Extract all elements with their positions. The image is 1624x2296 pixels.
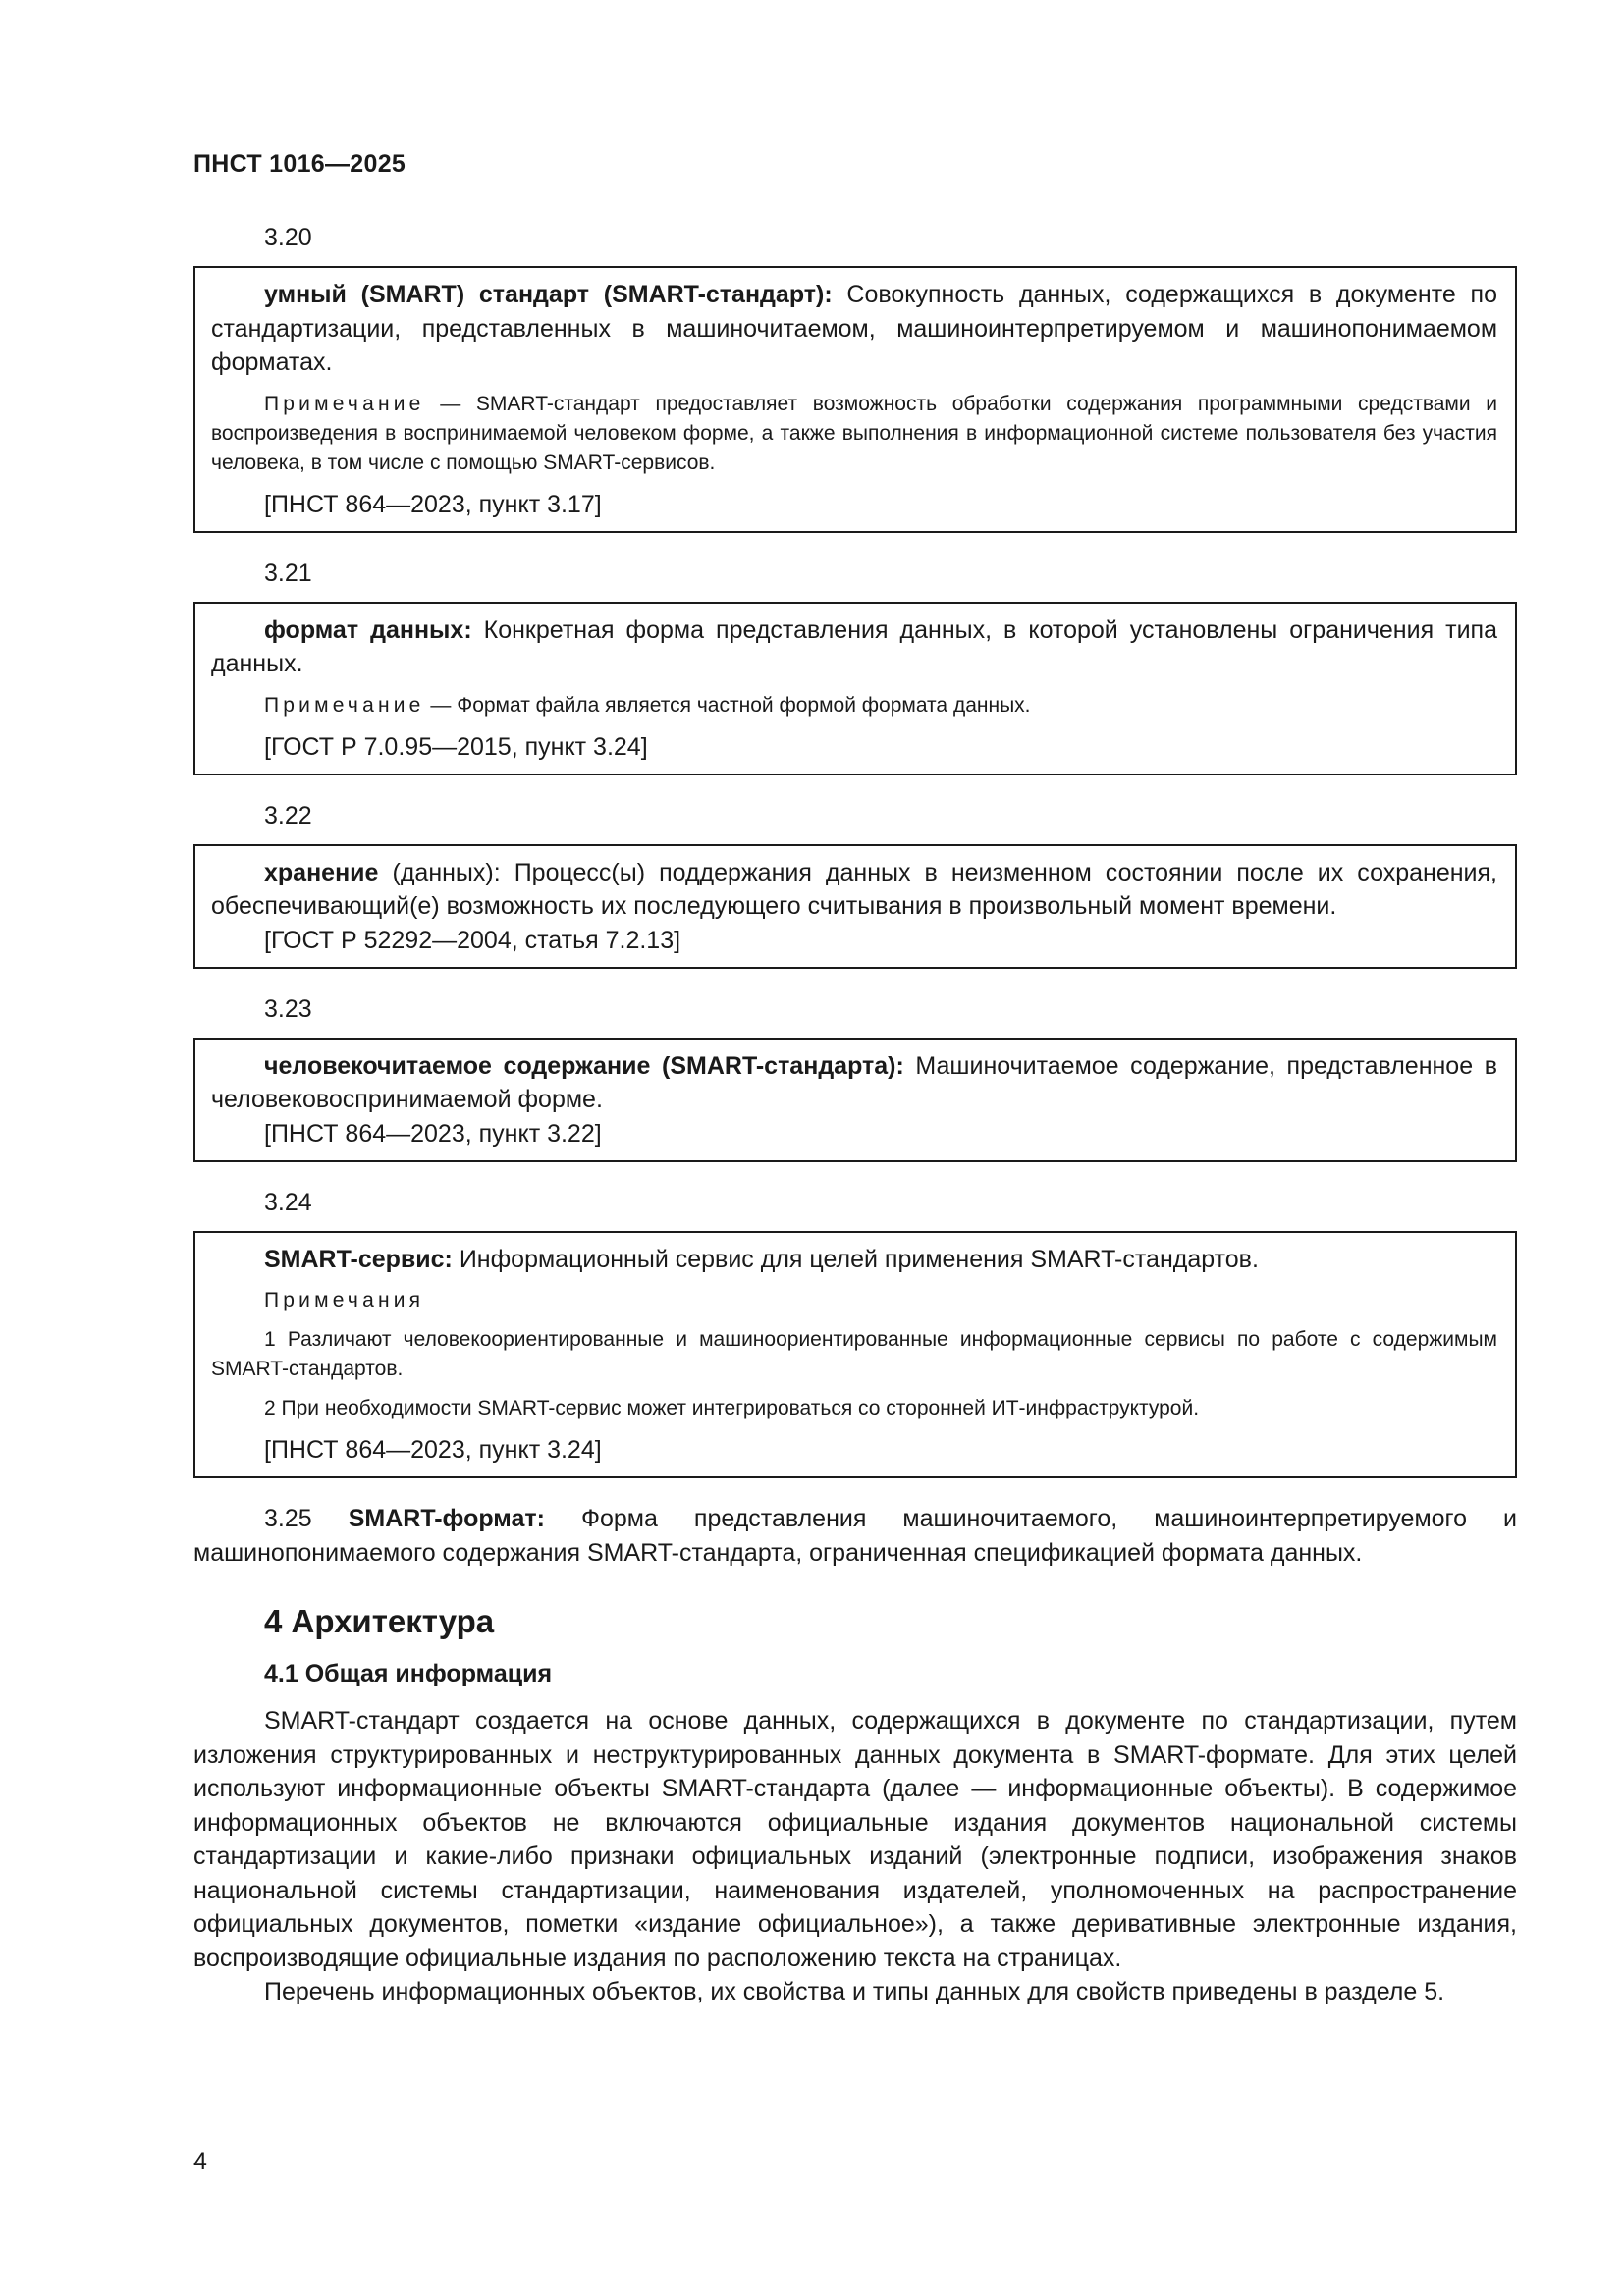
term-number: 3.22 bbox=[264, 801, 312, 829]
term-reference: [ПНСТ 864—2023, пункт 3.24] bbox=[264, 1436, 602, 1464]
term-definition bbox=[211, 1243, 1497, 1277]
term-name: хранение bbox=[264, 858, 379, 886]
term-name: SMART-формат: bbox=[348, 1505, 545, 1532]
term-definition bbox=[211, 278, 1497, 380]
term-box bbox=[193, 266, 1517, 533]
term-definition-text: Информационный сервис для целей применения SMART-стандартов. bbox=[452, 1245, 1259, 1273]
term-box bbox=[193, 1038, 1517, 1162]
note-text: — Формат файла является частной формой формата данных. bbox=[424, 693, 1031, 717]
notes-label: Примечания bbox=[264, 1289, 425, 1311]
term-name: человекочитаемое содержание (SMART-стандарта): bbox=[264, 1051, 904, 1080]
page-number: 4 bbox=[193, 2148, 207, 2175]
term-definition bbox=[211, 856, 1497, 924]
subsection-title: 4.1 Общая информация bbox=[264, 1660, 553, 1687]
term-number: 3.23 bbox=[264, 994, 312, 1023]
term-definition-text: Машиночитаемое содержание, представленное в человековоспринимаемой форме. bbox=[211, 1051, 1497, 1113]
term-name: формат данных: bbox=[264, 615, 472, 644]
term-note bbox=[211, 390, 1497, 478]
term-number: 3.24 bbox=[264, 1188, 312, 1216]
body-paragraph: Перечень информационных объектов, их свойства и типы данных для свойств приведены в разделе 5. bbox=[264, 1978, 1445, 2005]
term-box bbox=[193, 1231, 1517, 1479]
note-label: Примечание bbox=[264, 693, 425, 717]
term-reference: [ПНСТ 864—2023, пункт 3.17] bbox=[264, 490, 602, 518]
body-paragraph: SMART-стандарт создается на основе данных, содержащихся в документе по стандартизации, путем изложения структурированных и неструктурированных данных документа в SMART-формате. Для этих целей используют информационные объекты SMART-стандарта (далее — информационные объекты). В содержимое информационных объектов не включаются официальные издания документов национальной системы стандартизации и какие-либо признаки официальных изданий (электронные подписи, изображения знаков национальной системы стандартизации, наименования издателей, уполномоченных на распространение официальных документов, пометки «издание официальное»), а также деривативные электронные издания, воспроизводящие официальные издания по расположению текста на страницах. bbox=[193, 1707, 1517, 1972]
term-note bbox=[211, 691, 1497, 721]
term-definition-text: Форма представления машиночитаемого, машиноинтерпретируемого и машинопонимаемого содержания SMART-стандарта, ограниченная спецификацией формата данных. bbox=[193, 1505, 1518, 1567]
term-3-25 bbox=[193, 1502, 1517, 1570]
term-box bbox=[193, 844, 1517, 969]
term-note-1: 1 Различают человекоориентированные и машиноориентированные информационные сервисы по работе с содержимым SMART-стандартов. bbox=[211, 1328, 1497, 1380]
term-reference: [ПНСТ 864—2023, пункт 3.22] bbox=[264, 1119, 602, 1148]
term-number: 3.20 bbox=[264, 224, 312, 251]
term-number: 3.25 bbox=[264, 1505, 312, 1532]
document-header: ПНСТ 1016—2025 bbox=[193, 150, 406, 178]
section-title: 4 Архитектура bbox=[264, 1603, 495, 1639]
page-content bbox=[193, 221, 1517, 2009]
term-reference: [ГОСТ Р 52292—2004, статья 7.2.13] bbox=[264, 926, 681, 954]
term-definition-text: Совокупность данных, содержащихся в документе по стандартизации, представленных в машиночитаемом, машиноинтерпретируемом и машинопонимаемом форматах. bbox=[211, 281, 1497, 376]
note-label: Примечание bbox=[264, 392, 425, 415]
term-reference: [ГОСТ Р 7.0.95—2015, пункт 3.24] bbox=[264, 732, 648, 761]
term-name: SMART-сервис: bbox=[264, 1245, 453, 1273]
term-definition bbox=[211, 614, 1497, 681]
term-box bbox=[193, 602, 1517, 775]
term-definition bbox=[211, 1049, 1497, 1117]
term-note-2: 2 При необходимости SMART-сервис может интегрироваться со сторонней ИТ-инфраструктурой. bbox=[264, 1397, 1200, 1419]
term-number: 3.21 bbox=[264, 559, 312, 587]
term-name: умный (SMART) стандарт (SMART-стандарт): bbox=[264, 281, 833, 308]
term-definition-text: Процесс(ы) поддержания данных в неизменном состоянии после их сохранения, обеспечивающий(е) возможность их последующего считывания в произвольный момент времени. bbox=[211, 858, 1497, 920]
term-name-suffix: (данных): bbox=[378, 858, 501, 886]
note-text: — SMART-стандарт предоставляет возможность обработки содержания программными средствами и воспроизведения в воспринимаемой человеком форме, а также выполнения в информационной системе пользователя без участия человека, в том числе с помощью SMART-сервисов. bbox=[211, 392, 1497, 474]
term-definition-text: Конкретная форма представления данных, в которой установлены ограничения типа данных. bbox=[211, 615, 1497, 677]
